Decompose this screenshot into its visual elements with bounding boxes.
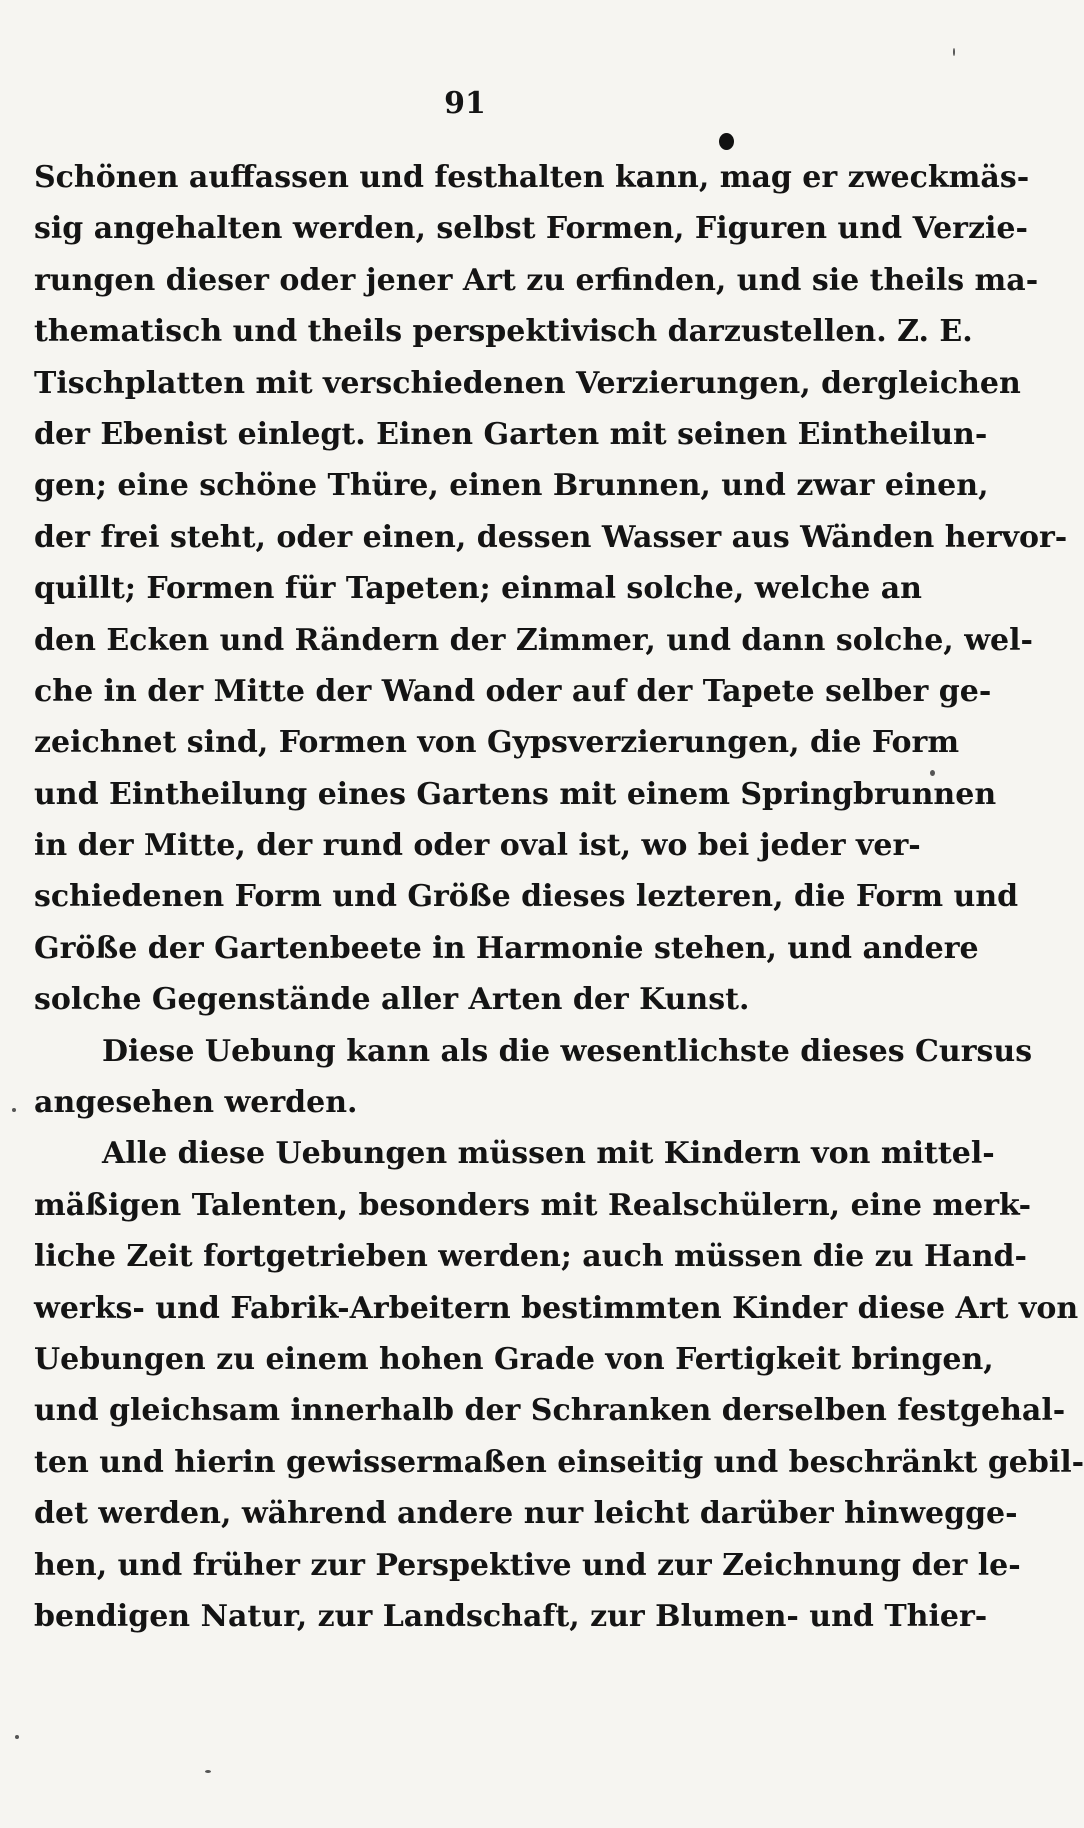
text-line: mäßigen Talenten, besonders mit Realschülern, eine merk- — [34, 1187, 1032, 1223]
text-line: Uebungen zu einem hohen Grade von Fertigkeit bringen, — [34, 1341, 994, 1377]
text-line: rungen dieser oder jener Art zu erfinden, und sie theils ma- — [34, 262, 1039, 298]
text-line: bendigen Natur, zur Landschaft, zur Blumen- und Thier- — [34, 1598, 988, 1634]
text-line-end-paragraph: solche Gegenstände aller Arten der Kunst. — [34, 982, 750, 1018]
paper-speck — [930, 770, 935, 776]
ink-blot — [719, 133, 734, 150]
text-line: sig angehalten werden, selbst Formen, Figuren und Verzie- — [34, 211, 1028, 247]
text-line: der Ebenist einlegt. Einen Garten mit seinen Eintheilun- — [34, 416, 988, 452]
text-line: det werden, während andere nur leicht darüber hinwegge- — [34, 1496, 1018, 1532]
text-line: den Ecken und Rändern der Zimmer, und dann solche, wel- — [34, 622, 1033, 658]
text-line: der frei steht, oder einen, dessen Wasser aus Wänden hervor- — [34, 519, 1068, 555]
text-line: gen; eine schöne Thüre, einen Brunnen, und zwar einen, — [34, 468, 989, 504]
text-line: hen, und früher zur Perspektive und zur Zeichnung der le- — [34, 1547, 1021, 1583]
text-line: Größe der Gartenbeete in Harmonie stehen, und andere — [34, 930, 979, 966]
text-line-end-paragraph: angesehen werden. — [34, 1085, 358, 1121]
text-line: und Eintheilung eines Gartens mit einem Springbrunnen — [34, 776, 997, 812]
paper-speck — [953, 48, 955, 56]
text-line: thematisch und theils perspektivisch darzustellen. Z. E. — [34, 314, 973, 350]
text-line: und gleichsam innerhalb der Schranken derselben festgehal- — [34, 1393, 1066, 1429]
text-line: schiedenen Form und Größe dieses lezteren, die Form und — [34, 879, 1019, 915]
text-line: Tischplatten mit verschiedenen Verzierungen, dergleichen — [34, 365, 1021, 401]
text-line: ten und hierin gewissermaßen einseitig und beschränkt gebil- — [34, 1444, 1084, 1480]
text-line: liche Zeit fortgetrieben werden; auch müssen die zu Hand- — [34, 1239, 1027, 1275]
paper-speck — [12, 1108, 16, 1112]
text-line: Schönen auffassen und festhalten kann, mag er zweckmäs- — [34, 160, 1030, 195]
body-text — [34, 152, 1084, 1642]
paper-speck — [15, 1735, 19, 1739]
text-line-paragraph-start: Diese Uebung kann als die wesentlichste dieses Cursus — [102, 1033, 1033, 1069]
text-line: werks- und Fabrik-Arbeitern bestimmten Kinder diese Art von — [34, 1290, 1079, 1326]
paper-speck — [205, 1770, 211, 1773]
page-number: 91 — [444, 86, 486, 121]
text-line: zeichnet sind, Formen von Gypsverzierungen, die Form — [34, 725, 960, 761]
text-line: in der Mitte, der rund oder oval ist, wo bei jeder ver- — [34, 828, 921, 864]
text-line-paragraph-start: Alle diese Uebungen müssen mit Kindern von mittel- — [102, 1136, 995, 1172]
text-line: quillt; Formen für Tapeten; einmal solche, welche an — [34, 571, 922, 607]
text-line: che in der Mitte der Wand oder auf der Tapete selber ge- — [34, 673, 992, 709]
